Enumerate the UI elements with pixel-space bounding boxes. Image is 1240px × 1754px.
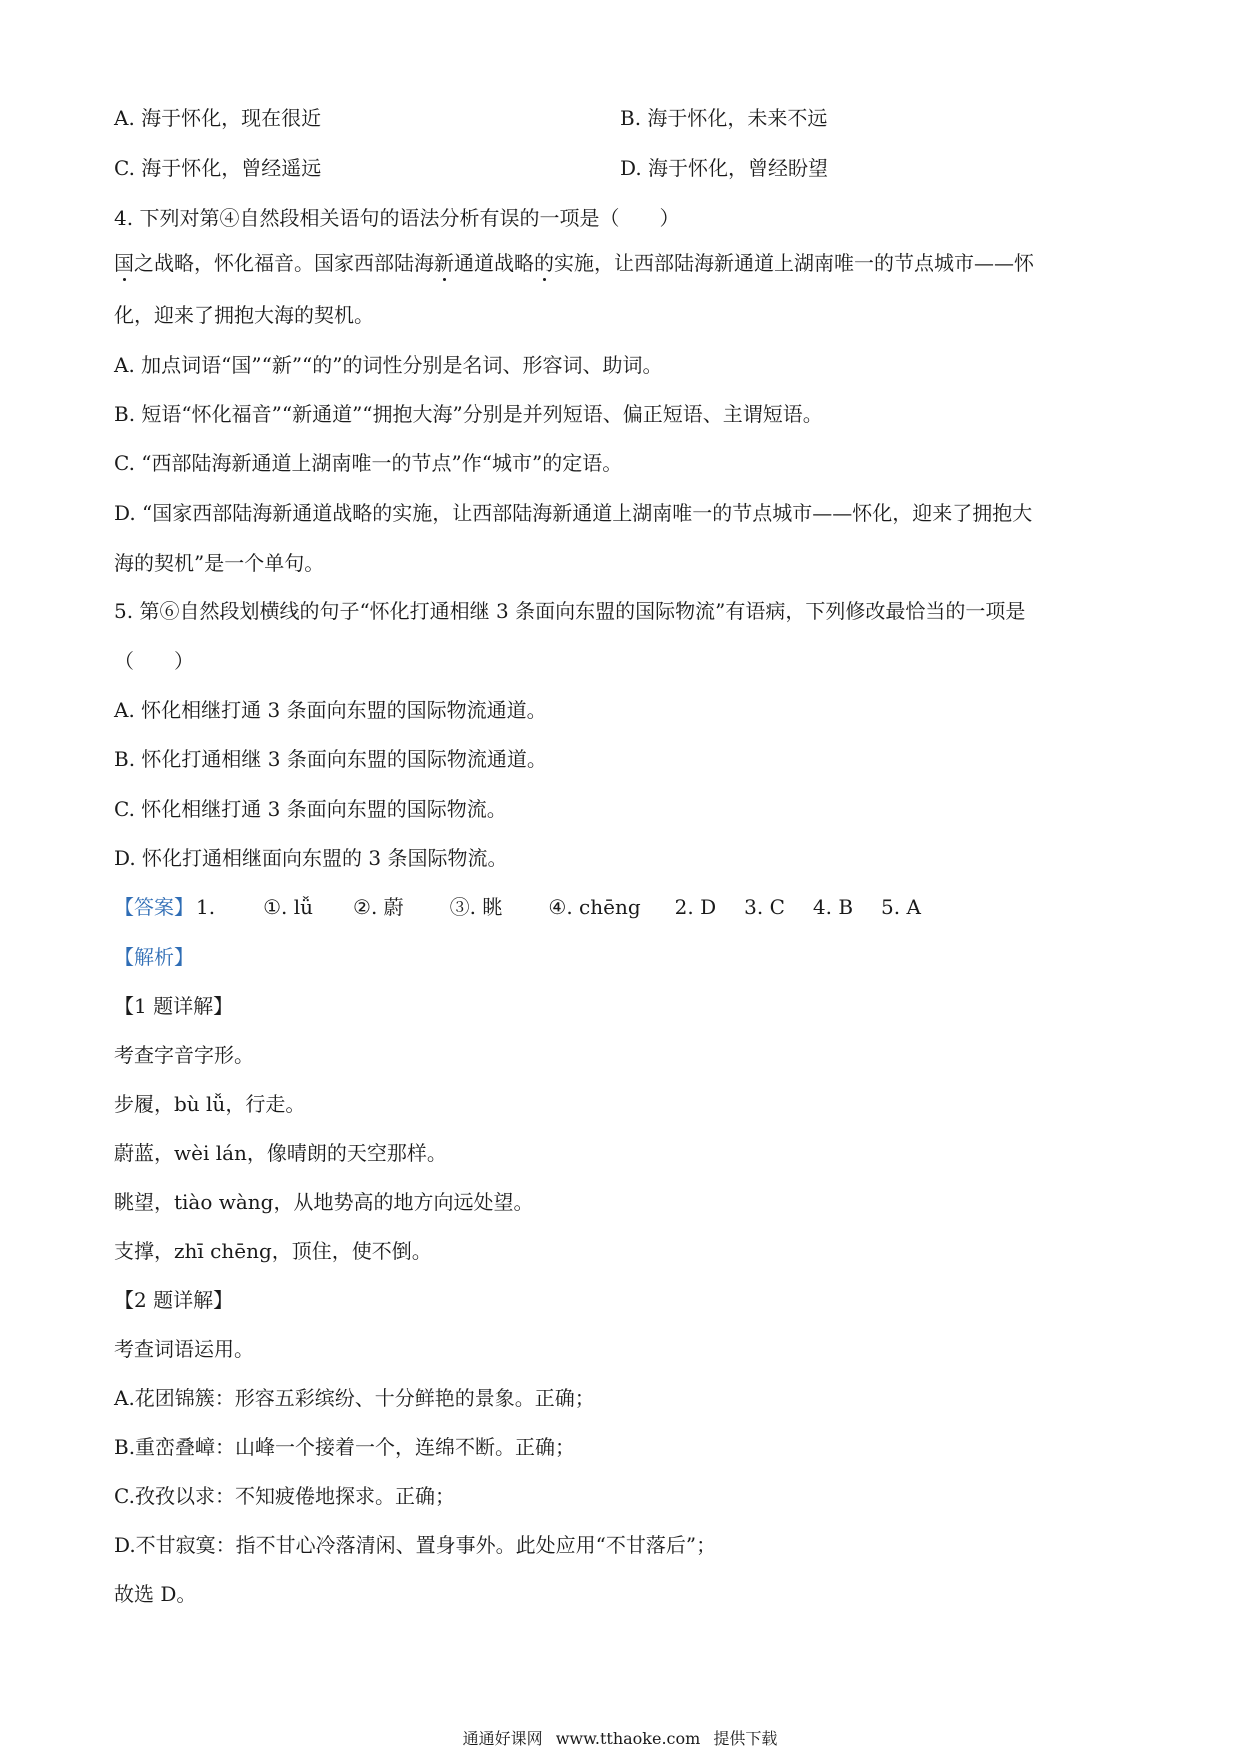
passage-text: 实施，让西部陆海新通道上湖南唯一的节点城市——怀: [554, 251, 1034, 275]
answer-item: ④. chēng: [548, 895, 641, 919]
q2-detail-title: 【2 题详解】: [114, 1288, 234, 1312]
q2-detail-line: C.孜孜以求：不知疲倦地探求。正确；: [114, 1484, 455, 1508]
q1-detail-title: 【1 题详解】: [114, 994, 234, 1018]
dotted-word-de: 的: [534, 251, 554, 275]
footer-site-name: 通通好课网: [462, 1729, 543, 1748]
q4-option-d-line-2: 海的契机”是一个单句。: [114, 551, 325, 575]
footer-note: 提供下载: [713, 1729, 778, 1748]
passage-text: 通道战略: [454, 251, 534, 275]
q5-option-a: A. 怀化相继打通 3 条面向东盟的国际物流通道。: [114, 698, 547, 722]
q1-detail-line: 眺望，tiào wàng，从地势高的地方向远处望。: [114, 1190, 534, 1214]
answer-item: ③. 眺: [449, 895, 503, 919]
answer-item: 5. A: [881, 895, 921, 919]
q4-passage-line-1: [114, 250, 1034, 276]
passage-text: 之战略，怀化福音。国家西部陆海: [134, 251, 434, 275]
q4-option-c: C. “西部陆海新通道上湖南唯一的节点”作“城市”的定语。: [114, 451, 623, 475]
page-footer: [0, 1728, 1240, 1750]
q2-detail-line: A.花团锦簇：形容五彩缤纷、十分鲜艳的景象。正确；: [114, 1386, 595, 1410]
q5-stem: 5. 第⑥自然段划横线的句子“怀化打通相继 3 条面向东盟的国际物流”有语病，下列修改最恰当的一项是: [114, 599, 1026, 623]
q3-option-b: B. 海于怀化，未来不远: [620, 106, 828, 130]
q5-option-d: D. 怀化打通相继面向东盟的 3 条国际物流。: [114, 846, 508, 870]
q1-detail-line: 考查字音字形。: [114, 1043, 254, 1067]
dotted-word-xin: 新: [434, 251, 454, 275]
answer-item: 1.: [196, 895, 216, 919]
q4-option-d-line-1: D. “国家西部陆海新通道战略的实施，让西部陆海新通道上湖南唯一的节点城市——怀化，迎来了拥抱大: [114, 501, 1033, 525]
analysis-label: 【解析】: [114, 945, 194, 969]
answer-item: 4. B: [812, 895, 854, 919]
q5-answer-parentheses: （ ）: [114, 649, 194, 673]
q5-option-b: B. 怀化打通相继 3 条面向东盟的国际物流通道。: [114, 747, 547, 771]
q1-detail-line: 步履，bù lǚ，行走。: [114, 1092, 306, 1116]
answer-item: 3. C: [744, 895, 785, 919]
q5-option-c: C. 怀化相继打通 3 条面向东盟的国际物流。: [114, 797, 507, 821]
q2-detail-line: B.重峦叠嶂：山峰一个接着一个，连绵不断。正确；: [114, 1435, 576, 1459]
answer-item: ②. 蔚: [353, 895, 404, 919]
answer-line: [114, 894, 949, 920]
q4-option-a: A. 加点词语“国”“新”“的”的词性分别是名词、形容词、助词。: [114, 353, 663, 377]
answer-item: ①. lǚ: [263, 895, 314, 919]
q3-option-a: A. 海于怀化，现在很近: [114, 106, 322, 130]
q4-option-b: B. 短语“怀化福音”“新通道”“拥抱大海”分别是并列短语、偏正短语、主谓短语。: [114, 402, 823, 426]
q1-detail-line: 支撑，zhī chēng，顶住，使不倒。: [114, 1239, 432, 1263]
answer-label: 【答案】: [114, 895, 194, 919]
q2-detail-line: 故选 D。: [114, 1582, 197, 1606]
q1-detail-line: 蔚蓝，wèi lán，像晴朗的天空那样。: [114, 1141, 447, 1165]
dotted-word-guo: 国: [114, 251, 134, 275]
q3-option-c: C. 海于怀化，曾经遥远: [114, 156, 322, 180]
q2-detail-line: 考查词语运用。: [114, 1337, 254, 1361]
q2-detail-line: D.不甘寂寞：指不甘心冷落清闲、置身事外。此处应用“不甘落后”；: [114, 1533, 717, 1557]
answer-item: 2. D: [674, 895, 717, 919]
q3-option-d: D. 海于怀化，曾经盼望: [620, 156, 829, 180]
q4-stem: 4. 下列对第④自然段相关语句的语法分析有误的一项是（ ）: [114, 206, 680, 230]
footer-url[interactable]: www.tthaoke.com: [555, 1729, 701, 1748]
q4-passage-line-2: 化，迎来了拥抱大海的契机。: [114, 303, 374, 327]
